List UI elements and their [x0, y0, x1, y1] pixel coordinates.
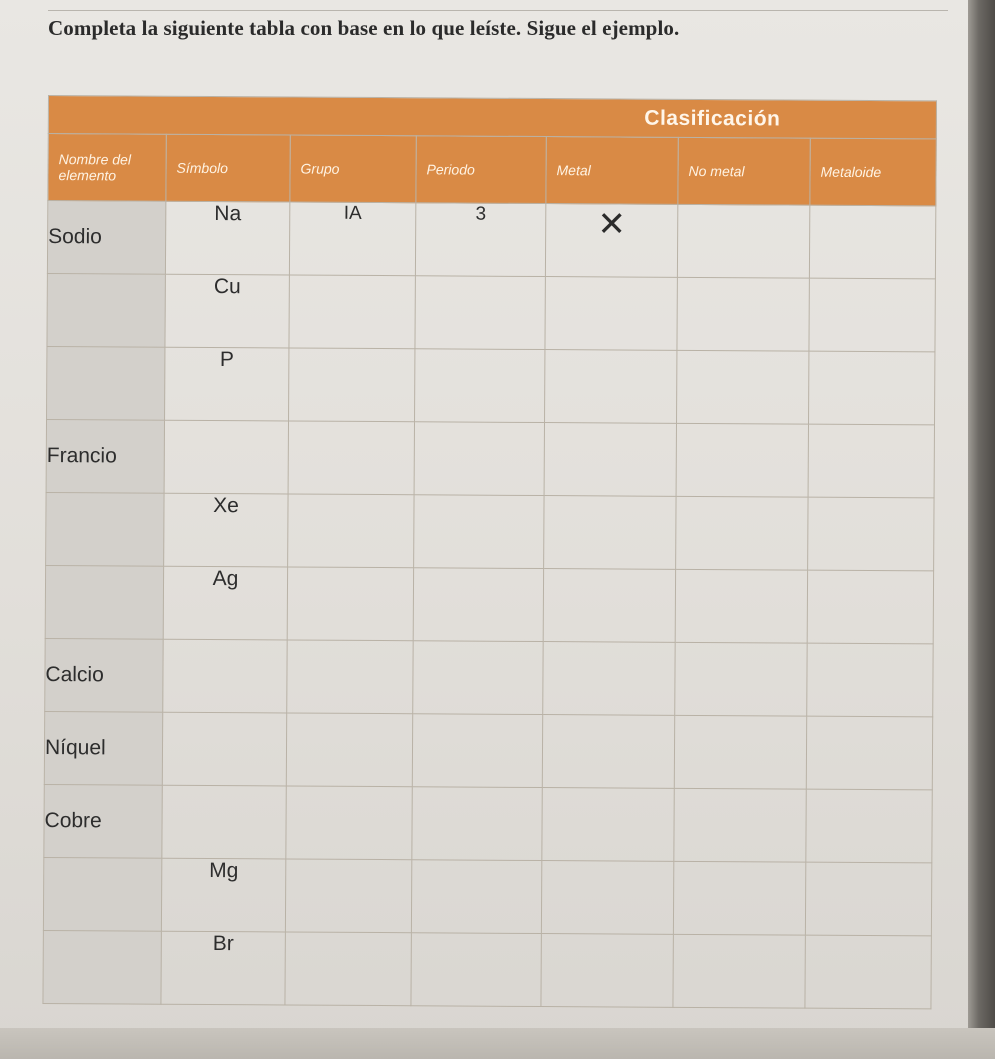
cell-nombre[interactable] [43, 857, 161, 931]
cell-nombre[interactable]: Francio [46, 419, 164, 493]
cell-simbolo[interactable]: Mg [161, 858, 285, 932]
cell-periodo[interactable] [412, 787, 542, 861]
cell-simbolo[interactable] [163, 639, 287, 713]
cell-metal[interactable] [542, 715, 674, 789]
cell-metal[interactable] [544, 496, 676, 570]
cell-metal[interactable] [542, 788, 674, 862]
cell-metaloide[interactable] [805, 862, 931, 936]
cell-nombre[interactable]: Calcio [45, 638, 163, 712]
table-row [46, 492, 934, 570]
top-rule [48, 10, 948, 11]
table-row [43, 857, 931, 935]
table-row [46, 419, 934, 497]
header-grupo: Grupo [290, 135, 416, 203]
cell-metaloide[interactable] [807, 643, 933, 717]
cell-metaloide[interactable] [808, 497, 934, 571]
cell-grupo[interactable] [289, 348, 415, 422]
page-edge [0, 1028, 995, 1059]
table-row [43, 930, 931, 1008]
cell-periodo[interactable] [414, 495, 544, 569]
classification-label: Clasificación [644, 106, 781, 130]
cell-simbolo[interactable] [164, 420, 288, 494]
worksheet-area [42, 95, 936, 1022]
cell-simbolo[interactable] [162, 785, 286, 859]
elements-table [42, 95, 937, 1009]
cell-metaloide[interactable] [809, 205, 935, 279]
cell-simbolo[interactable]: Ag [163, 566, 287, 640]
cell-simbolo[interactable]: Na [165, 201, 289, 275]
cell-periodo[interactable] [411, 860, 541, 934]
cell-periodo[interactable] [415, 276, 545, 350]
cell-no-metal[interactable] [675, 642, 807, 716]
cell-grupo[interactable] [288, 421, 414, 495]
cell-metaloide[interactable] [806, 716, 932, 790]
cell-periodo[interactable] [412, 714, 542, 788]
cell-metaloide[interactable] [808, 424, 934, 498]
cell-metal[interactable] [544, 423, 676, 497]
cell-simbolo[interactable]: Br [161, 931, 285, 1005]
header-nombre: Nombre del elemento [48, 134, 166, 202]
cell-periodo[interactable] [414, 422, 544, 496]
cell-periodo[interactable] [411, 933, 541, 1007]
cell-no-metal[interactable] [673, 861, 805, 935]
cell-no-metal[interactable] [674, 715, 806, 789]
table-row [44, 784, 932, 862]
cell-simbolo[interactable]: P [165, 347, 289, 421]
cell-metaloide[interactable] [809, 351, 935, 425]
cell-nombre[interactable] [43, 930, 161, 1004]
cell-grupo[interactable] [287, 567, 413, 641]
cell-no-metal[interactable] [677, 350, 809, 424]
header-row-columns [48, 134, 936, 206]
cell-nombre[interactable] [46, 492, 164, 566]
cell-no-metal[interactable] [677, 204, 809, 278]
cell-metal[interactable] [545, 277, 677, 351]
table-row [45, 638, 933, 716]
cell-periodo[interactable]: 3 [415, 203, 545, 277]
classification-header [48, 96, 936, 139]
cell-nombre[interactable] [47, 273, 165, 347]
cell-grupo[interactable] [286, 713, 412, 787]
header-no-metal: No metal [678, 137, 810, 205]
cell-metal[interactable] [541, 861, 673, 935]
cell-no-metal[interactable] [674, 788, 806, 862]
header-simbolo: Símbolo [166, 134, 290, 202]
cell-no-metal[interactable] [675, 569, 807, 643]
cell-grupo[interactable] [285, 859, 411, 933]
cell-simbolo[interactable]: Cu [165, 274, 289, 348]
cell-no-metal[interactable] [676, 496, 808, 570]
cell-nombre[interactable]: Cobre [44, 784, 162, 858]
header-metal: Metal [546, 137, 678, 205]
cell-grupo[interactable]: IA [289, 202, 415, 276]
cell-metal[interactable] [543, 642, 675, 716]
cell-metaloide[interactable] [805, 935, 931, 1009]
cell-simbolo[interactable] [162, 712, 286, 786]
header-metaloide: Metaloide [810, 138, 936, 206]
table-row [44, 711, 932, 789]
cell-grupo[interactable] [289, 275, 415, 349]
header-periodo: Periodo [416, 136, 546, 204]
table-row [47, 273, 935, 351]
cell-periodo[interactable] [415, 349, 545, 423]
cell-metal[interactable] [543, 569, 675, 643]
cell-grupo[interactable] [286, 786, 412, 860]
cell-metaloide[interactable] [807, 570, 933, 644]
cell-nombre[interactable]: Níquel [44, 711, 162, 785]
cell-nombre[interactable] [47, 346, 165, 420]
header-row-top [48, 96, 936, 139]
book-spine [968, 0, 995, 1059]
cell-periodo[interactable] [413, 641, 543, 715]
cell-metal[interactable] [545, 350, 677, 424]
cell-metal[interactable] [541, 934, 673, 1008]
cell-grupo[interactable] [288, 494, 414, 568]
cell-simbolo[interactable]: Xe [164, 493, 288, 567]
cell-metaloide[interactable] [806, 789, 932, 863]
cell-grupo[interactable] [285, 932, 411, 1006]
cell-no-metal[interactable] [677, 277, 809, 351]
cell-metal[interactable]: ✕ [545, 204, 677, 278]
instruction-text: Completa la siguiente tabla con base en lo que leíste. Sigue el ejemplo. [48, 16, 680, 40]
table-row [47, 201, 935, 279]
cell-nombre[interactable]: Sodio [47, 201, 165, 275]
cell-periodo[interactable] [413, 568, 543, 642]
cell-no-metal[interactable] [676, 423, 808, 497]
cell-no-metal[interactable] [673, 934, 805, 1008]
cell-metaloide[interactable] [809, 278, 935, 352]
cell-nombre[interactable] [45, 565, 163, 639]
table-row [47, 346, 935, 424]
table-row [45, 565, 933, 643]
cell-grupo[interactable] [287, 640, 413, 714]
